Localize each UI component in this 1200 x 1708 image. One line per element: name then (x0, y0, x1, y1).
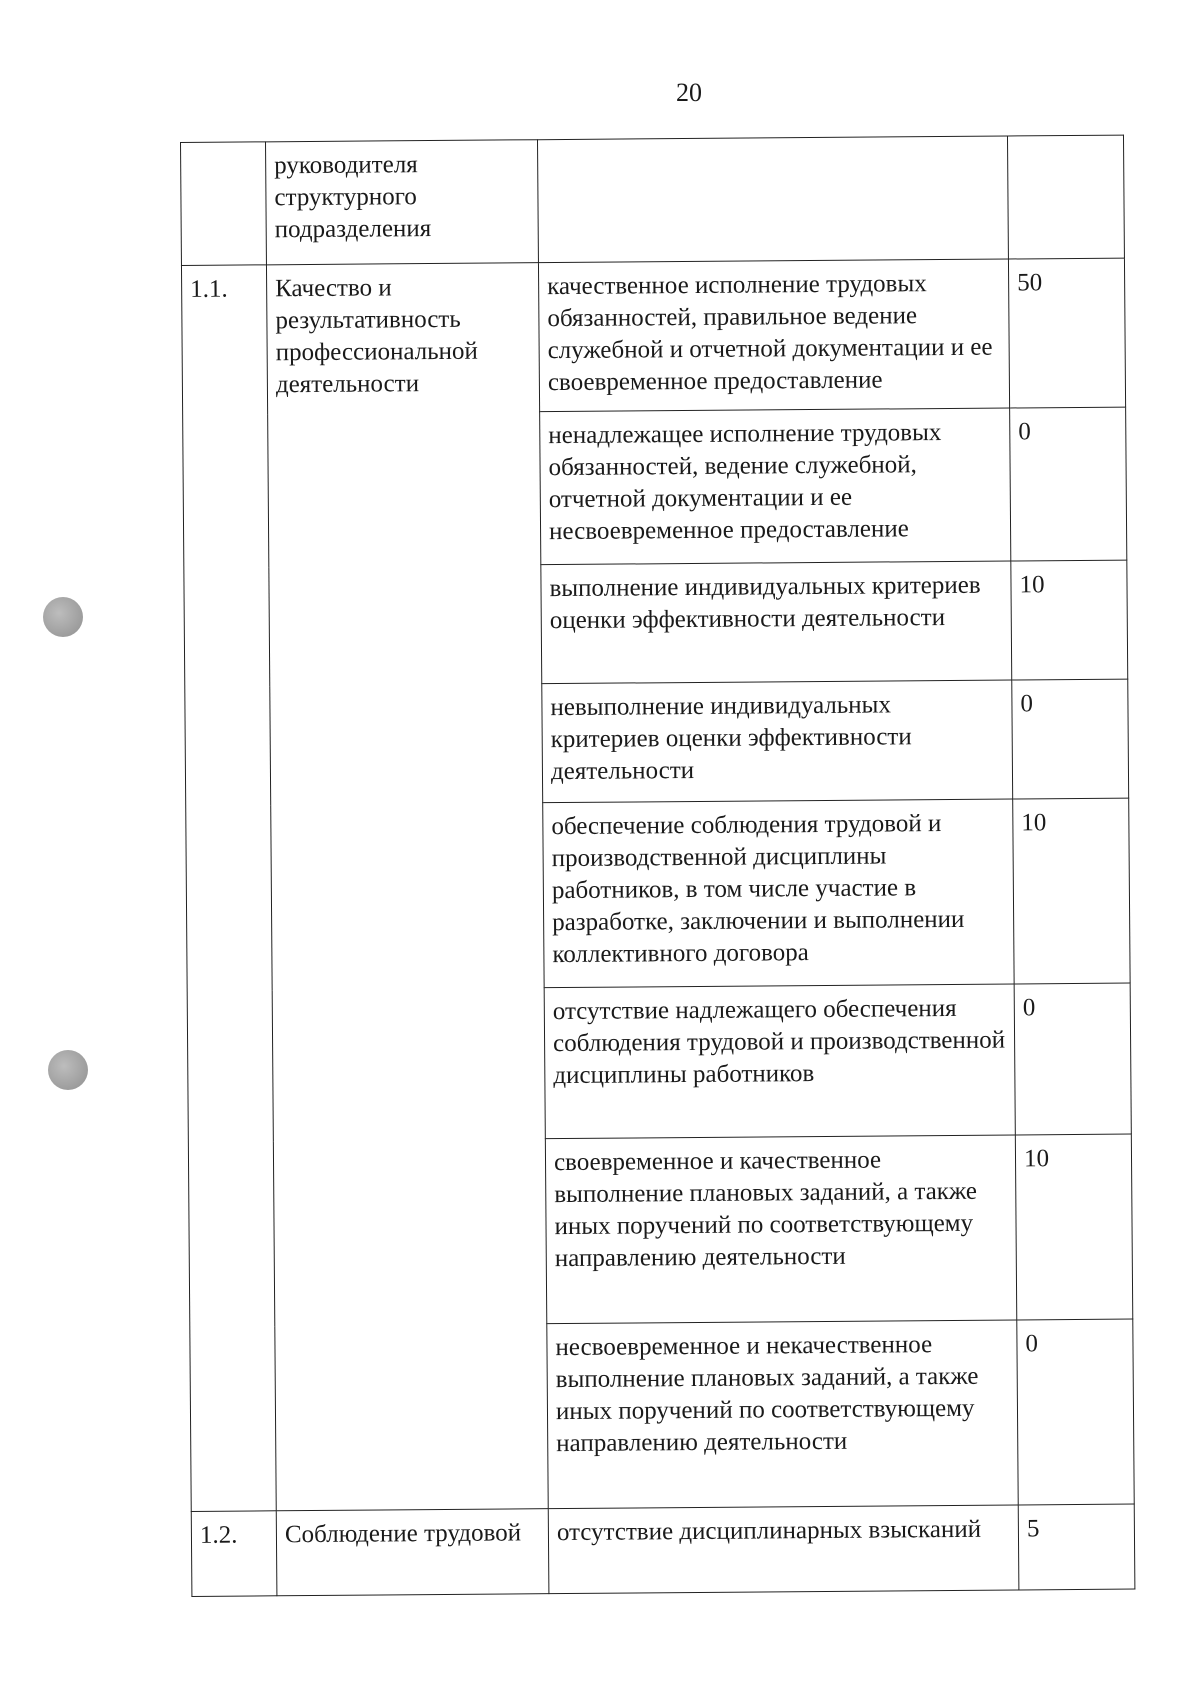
score-cell: 50 (1008, 258, 1125, 408)
criteria-table (180, 135, 1135, 1597)
criterion-description-cell: выполнение индивидуальных критериев оценки эффективности деятельности (541, 561, 1012, 684)
score-cell: 0 (1014, 983, 1131, 1135)
indicator-name-cell: Качество и результативность профессиональной деятельности (266, 263, 548, 1511)
section-number-cell: 1.2. (191, 1511, 277, 1597)
criterion-description-cell: ненадлежащее исполнение трудовых обязанностей, ведение служебной, отчетной документации и ее несвоевременное предоставление (540, 408, 1011, 565)
score-cell: 10 (1015, 1134, 1132, 1320)
indicator-name-cell: Соблюдение трудовой (276, 1509, 549, 1596)
criterion-description-cell: качественное исполнение трудовых обязанностей, правильное ведение служебной и отчетной документации и ее своевременное предоставление (538, 259, 1009, 412)
section-number-cell (181, 142, 267, 266)
criterion-description-cell: невыполнение индивидуальных критериев оценки эффективности деятельности (542, 680, 1013, 803)
table-row (191, 1504, 1135, 1596)
criterion-description-cell: несвоевременное и некачественное выполнение плановых заданий, а также иных поручений по соответствующему направлению деятельности (547, 1320, 1018, 1509)
score-cell: 0 (1012, 679, 1129, 799)
score-cell: 5 (1018, 1504, 1135, 1590)
punch-hole-mark (48, 1050, 88, 1090)
score-cell: 10 (1011, 560, 1128, 680)
score-cell: 0 (1017, 1319, 1134, 1505)
criterion-description-cell: отсутствие дисциплинарных взысканий (548, 1505, 1019, 1594)
criterion-description-cell: своевременное и качественное выполнение плановых заданий, а также иных поручений по соответствующему направлению деятельности (545, 1135, 1016, 1324)
criterion-description-cell: отсутствие надлежащего обеспечения соблюдения трудовой и производственной дисциплины работников (544, 984, 1015, 1139)
table-row-continued (181, 135, 1125, 265)
punch-hole-mark (43, 597, 83, 637)
indicator-name-cell: руководителя структурного подразделения (266, 140, 539, 265)
score-cell (1007, 135, 1124, 259)
score-cell: 10 (1013, 798, 1130, 984)
criterion-description-cell: обеспечение соблюдения трудовой и производственной дисциплины работников, в том числе участие в разработке, заключении и выполнении коллективного договора (543, 799, 1014, 988)
criterion-description-cell (537, 136, 1008, 263)
section-number-cell: 1.1. (181, 265, 276, 1512)
table-row (181, 258, 1125, 414)
page-number: 20 (676, 78, 702, 107)
score-cell: 0 (1010, 407, 1127, 561)
